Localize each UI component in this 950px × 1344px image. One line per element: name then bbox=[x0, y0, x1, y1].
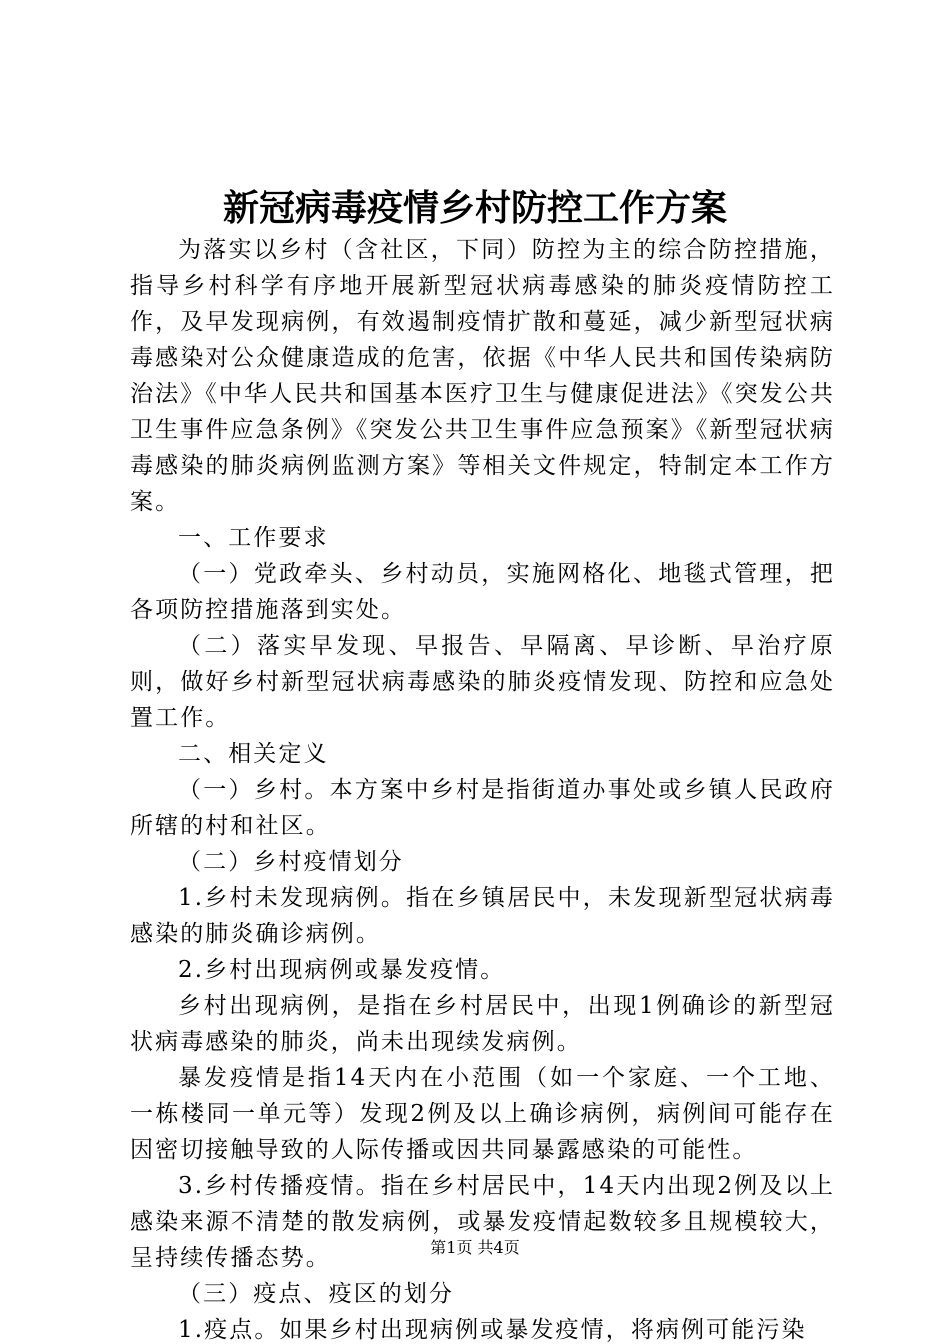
subheading-zone-division: （三）疫点、疫区的划分 bbox=[178, 1281, 455, 1307]
subheading-epidemic-classification: （二）乡村疫情划分 bbox=[178, 849, 404, 875]
paragraph-epidemic-point: 1.疫点。如果乡村出现病例或暴发疫情，将病例可能污染 bbox=[178, 1317, 807, 1343]
paragraph-intro: 为落实以乡村（含社区，下同）防控为主的综合防控措施，指导乡村科学有序地开展新型冠状病毒感染的肺炎疫情防控工作，及早发现病例，有效遏制疫情扩散和蔓延，减少新型冠状病毒感染对公众健康造成的危害，依据《中华人民共和国传染病防治法》《中华人民共和国基本医疗卫生与健康促进法》《突发公共卫生事件应急条例》《突发公共卫生事件应急预案》《新型冠状病毒感染的肺炎病例监测方案》等相关文件规定，特制定本工作方案。 bbox=[130, 237, 835, 515]
document-body bbox=[130, 232, 835, 1344]
paragraph-definition-village: （一）乡村。本方案中乡村是指街道办事处或乡镇人民政府所辖的村和社区。 bbox=[130, 777, 835, 839]
paragraph-outbreak-definition: 暴发疫情是指14天内在小范围（如一个家庭、一个工地、一栋楼同一单元等）发现2例及以上确诊病例，病例间可能存在因密切接触导致的人际传播或因共同暴露感染的可能性。 bbox=[130, 1065, 835, 1163]
paragraph-classification-1: 1.乡村未发现病例。指在乡镇居民中，未发现新型冠状病毒感染的肺炎确诊病例。 bbox=[130, 885, 835, 947]
paragraph-classification-2: 2.乡村出现病例或暴发疫情。 bbox=[178, 957, 506, 983]
paragraph-classification-3: 3.乡村传播疫情。指在乡村居民中，14天内出现2例及以上感染来源不清楚的散发病例，或暴发疫情起数较多且规模较大，呈持续传播态势。 bbox=[130, 1173, 835, 1271]
paragraph-requirement-1: （一）党政牵头、乡村动员，实施网格化、地毯式管理，把各项防控措施落到实处。 bbox=[130, 561, 835, 623]
document-title: 新冠病毒疫情乡村防控工作方案 bbox=[222, 187, 727, 229]
heading-work-requirements: 一、工作要求 bbox=[178, 525, 329, 551]
page-number-footer: 第1页 共4页 bbox=[430, 1238, 520, 1257]
paragraph-case-definition: 乡村出现病例，是指在乡村居民中，出现1例确诊的新型冠状病毒感染的肺炎，尚未出现续发病例。 bbox=[130, 993, 835, 1055]
paragraph-requirement-2: （二）落实早发现、早报告、早隔离、早诊断、早治疗原则，做好乡村新型冠状病毒感染的肺炎疫情发现、防控和应急处置工作。 bbox=[130, 633, 835, 731]
heading-definitions: 二、相关定义 bbox=[178, 741, 329, 767]
